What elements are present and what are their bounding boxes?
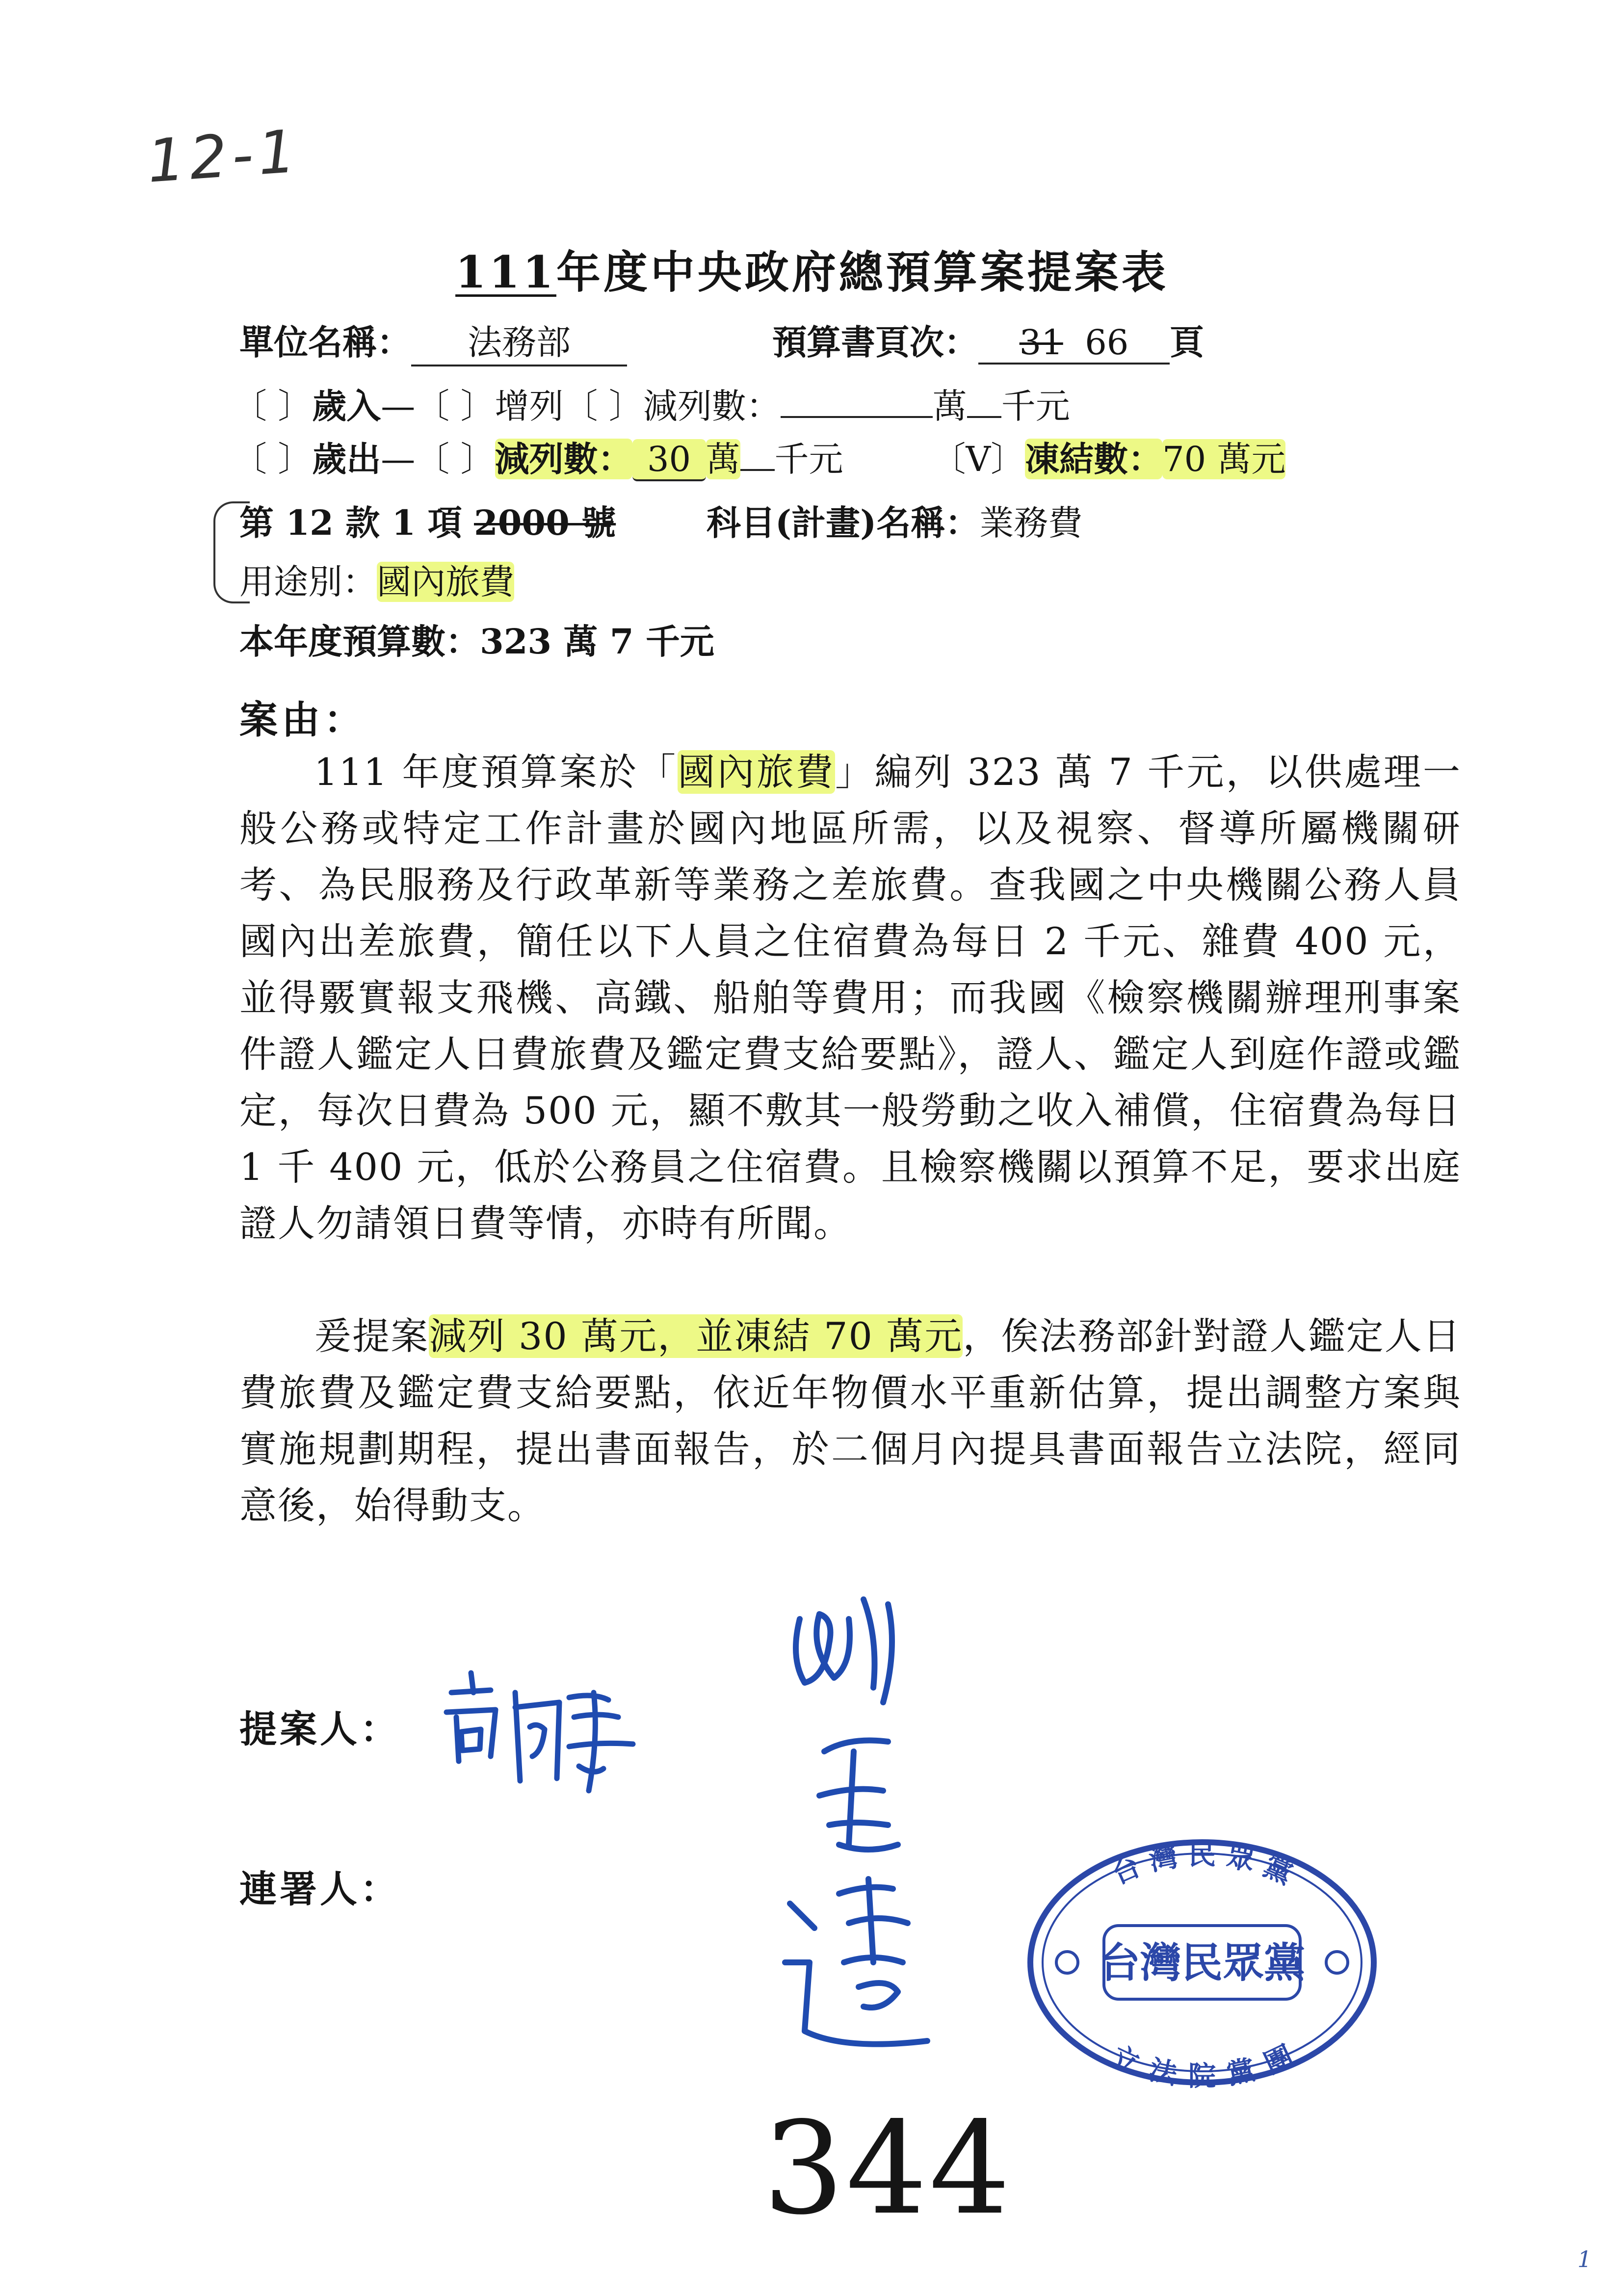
purpose-label: 用途別： [239,562,377,602]
freeze-label: 凍結數： [1025,439,1163,479]
unit-value: 法務部 [411,315,627,366]
revenue-row [233,379,1070,428]
stamp-center-text: 台灣民眾黨 [1099,1939,1306,1987]
proposer-signature [432,1663,653,1820]
expense-decrease-checkbox: 〔 〕 [415,439,495,479]
revenue-decrease-label: 減列數： [643,386,781,426]
purpose-row [239,554,514,604]
stamp-ring-bottom-text: 立 法 院 黨 團 [1106,2039,1298,2092]
title-text: 年度中央政府總預算案提案表 [556,246,1169,298]
reason-heading: 案由： [239,698,367,742]
current-budget: 本年度預算數：323 萬 7 千元 [239,621,714,662]
unit-label: 單位名稱： [239,322,411,363]
expense-decrease-value: 30 [632,439,706,481]
revenue-ten-thousand: 萬 [932,386,967,426]
increase-checkbox: 〔 〕 [415,386,495,426]
item-row [239,496,616,545]
reason-paragraph-1 [239,744,1461,1252]
expense-dash: — [381,439,416,479]
party-stamp [1021,1835,1384,2090]
revenue-dash: — [381,386,416,426]
handwritten-page-reference: 12-1 [145,117,303,196]
stamp-emblem-left-icon [1056,1952,1078,1973]
freeze-value: 70 萬元 [1162,439,1286,479]
page-number: 344 [763,2095,1013,2243]
decrease-checkbox: 〔 〕 [563,386,643,426]
revenue-label: 歲入 [312,386,381,426]
proposer-label: 提案人： [239,1707,400,1751]
subject-row [707,496,1082,545]
budget-page-suffix: 頁 [1170,322,1204,363]
para2-after: ，俟法務部針對證人鑑定人日費旅費及鑑定費支給要點，依近年物價水平重新估算，提出調整方案與實施規劃期程，提出書面報告，於二個月內提具書面報告立法院，經同意後，始得動支。 [239,1314,1462,1527]
revenue-thousand: 千元 [1001,386,1070,426]
expense-checkbox: 〔 〕 [233,439,313,479]
document-title [0,236,1624,300]
cosigner-label: 連署人： [239,1867,400,1911]
para1-highlight: 國內旅費 [678,750,836,794]
stamp-ring-top-text: 台 灣 民 眾 黨 [1107,1839,1297,1891]
expense-row [233,432,1285,481]
expense-label: 歲出 [312,439,381,479]
para1-after: 」編列 323 萬 7 千元，以供處理一般公務或特定工作計畫於國內地區所需，以及視察、督導所屬機關研考、為民服務及行政革新等業務之差旅費。查我國之中央機關公務人員國內出差旅費，簡任以下人員之住宿費為每日 2 千元、雜費 400 元，並得覈實報支飛機、高鐵、船舶等費用；而我國《檢察機關辦理刑事案件證人鑑定人日費旅費及鑑定費支給要點》，證人、鑑定人到庭作證或鑑定，每次日費為 500 元，顯不敷其一般勞動之收入補償，住宿費為每日 1 千 400 元，低於公務員之住宿費。且檢察機關以預算不足，要求出庭證人勿請領日費等情，亦時有所聞。 [239,750,1462,1245]
reason-paragraph-2 [239,1308,1461,1534]
subject-label: 科目(計畫)名稱： [707,502,980,543]
item-text: 第 12 款 1 項 [239,502,462,543]
freeze-checkbox: 〔V〕 [931,439,1025,479]
budget-page-label: 預算書頁次： [772,322,978,363]
purpose-value: 國內旅費 [377,562,514,602]
expense-thousand-blank [740,469,775,471]
budget-page-struck: 31 [1019,322,1063,363]
subject-value: 業務費 [979,503,1083,543]
para2-before: 爰提案 [314,1314,429,1358]
expense-decrease-label: 減列數： [495,439,632,479]
para1-before: 111 年度預算案於「 [314,750,678,794]
revenue-decrease-blank [781,416,933,418]
para2-highlight: 減列 30 萬元，並凍結 70 萬元 [429,1314,963,1358]
unit-row [239,315,627,366]
revenue-thousand-blank [967,416,1001,418]
stamp-emblem-right-icon [1326,1952,1348,1973]
budget-page-row [772,315,1204,365]
title-year: 111 [455,246,556,298]
budget-page-values [978,322,1170,365]
item-struck: 2000 號 [473,502,616,543]
cosigner-signature [770,1590,947,2075]
revenue-checkbox: 〔 〕 [233,386,313,426]
budget-page-value: 66 [1085,322,1129,363]
expense-ten-thousand: 萬 [706,439,740,479]
increase-label: 增列 [495,386,564,426]
expense-thousand: 千元 [774,439,843,479]
corner-mark: 1 [1577,2246,1592,2272]
